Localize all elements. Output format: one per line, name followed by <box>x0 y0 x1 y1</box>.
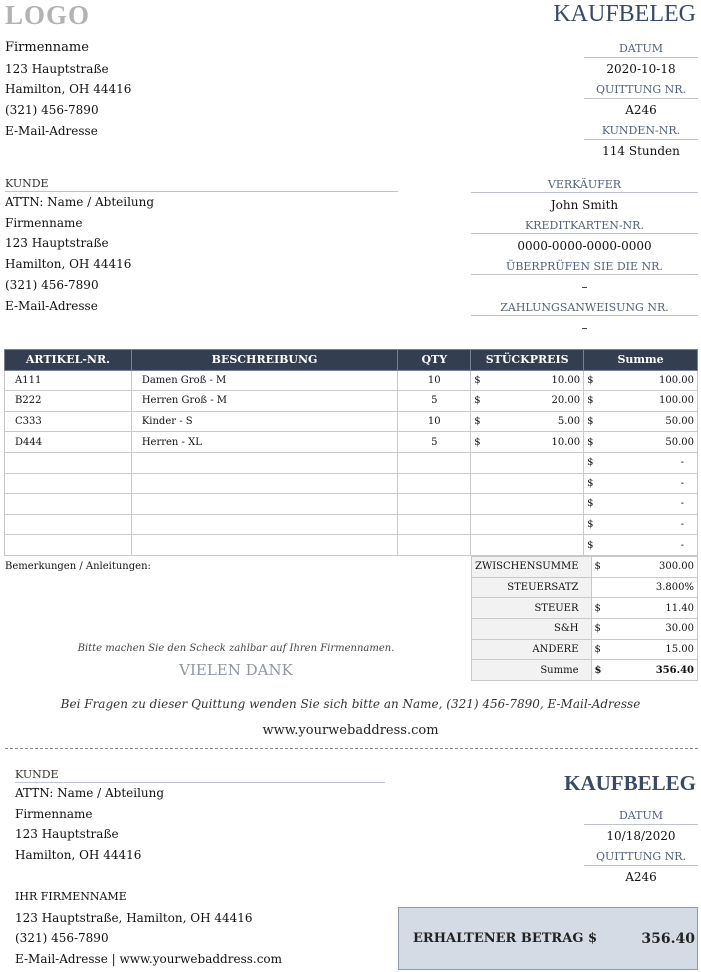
company-email: E-Mail-Adresse <box>5 123 98 138</box>
stub-company-phone: (321) 456-7890 <box>15 931 109 946</box>
currency-symbol: $ <box>587 395 594 407</box>
customer-street: 123 Hauptstraße <box>5 236 109 251</box>
cell-total <box>584 452 698 473</box>
cell-qty <box>398 514 471 535</box>
summary-value: 3.800% <box>610 577 697 598</box>
cell-qty <box>398 535 471 556</box>
stub-company-label: IHR FIRMENNAME <box>15 890 127 903</box>
summary-value: 11.40 <box>610 598 697 619</box>
currency-symbol: $ <box>474 374 481 386</box>
header-total: Summe <box>584 350 698 371</box>
customer-email: E-Mail-Adresse <box>5 298 98 313</box>
stub-company-contact: E-Mail-Adresse | www.yourwebaddress.com <box>15 952 283 967</box>
table-row <box>5 391 698 412</box>
stub-customer-name: Firmenname <box>15 806 93 821</box>
summary-row <box>472 598 698 619</box>
cell-total <box>584 473 698 494</box>
cut-line <box>5 748 698 749</box>
cell-total <box>584 535 698 556</box>
cell-item-number <box>5 494 132 515</box>
amount-received-label: ERHALTENER BETRAG $ <box>413 931 597 946</box>
header-item-number: ARTIKEL-NR. <box>5 350 132 371</box>
table-row <box>5 473 698 494</box>
summary-currency: $ <box>591 557 610 578</box>
table-header-row <box>5 350 698 371</box>
total-value: 100.00 <box>659 374 694 386</box>
table-row <box>5 494 698 515</box>
credit-card-label: KREDITKARTEN-NR. <box>471 217 698 234</box>
cell-total <box>584 514 698 535</box>
money-order-label: ZAHLUNGSANWEISUNG NR. <box>471 299 698 316</box>
stub-customer-city: Hamilton, OH 44416 <box>15 848 142 863</box>
currency-symbol: $ <box>587 416 594 428</box>
cell-description <box>131 452 398 473</box>
cell-total <box>584 494 698 515</box>
seller-label: VERKÄUFER <box>471 176 698 193</box>
total-value: - <box>680 498 684 510</box>
amount-received-box <box>398 907 698 970</box>
summary-label: STEUERSATZ <box>472 577 592 598</box>
date-value: 2020-10-18 <box>606 62 676 76</box>
unit-price-value: 20.00 <box>551 395 581 407</box>
check-number-value: – <box>581 280 588 294</box>
customer-number-label: KUNDEN-NR. <box>584 122 698 140</box>
payment-info <box>471 176 698 340</box>
notes-label: Bemerkungen / Anleitungen: <box>5 561 151 572</box>
cell-total <box>584 432 698 453</box>
table-row <box>5 452 698 473</box>
cell-qty <box>398 494 471 515</box>
total-value: - <box>680 539 684 551</box>
cell-unit-price <box>471 514 584 535</box>
unit-price-value: 10.00 <box>551 436 581 448</box>
company-info <box>5 38 131 142</box>
cell-item-number <box>5 535 132 556</box>
cell-qty: 5 <box>398 391 471 412</box>
customer-attn: ATTN: Name / Abteilung <box>5 195 155 209</box>
logo: LOGO <box>5 0 91 30</box>
table-row <box>5 432 698 453</box>
summary-currency: $ <box>591 598 610 619</box>
customer-name: Firmenname <box>5 215 83 230</box>
cell-item-number <box>5 452 132 473</box>
summary-row <box>472 660 698 681</box>
page-title: KAUFBELEG <box>553 1 696 27</box>
cell-qty: 5 <box>398 432 471 453</box>
summary-currency: $ <box>591 660 610 681</box>
website[interactable]: www.yourwebaddress.com <box>262 723 439 738</box>
table-row <box>5 370 698 391</box>
currency-symbol: $ <box>587 539 594 551</box>
credit-card-value: 0000-0000-0000-0000 <box>517 239 652 253</box>
receipt-meta <box>584 40 698 163</box>
currency-symbol: $ <box>587 498 594 510</box>
summary-value: 15.00 <box>610 639 697 660</box>
cell-description: Damen Groß - M <box>131 370 398 391</box>
currency-symbol: $ <box>587 436 594 448</box>
summary-currency: $ <box>591 639 610 660</box>
cell-description <box>131 535 398 556</box>
cell-item-number: A111 <box>5 370 132 391</box>
header-description: BESCHREIBUNG <box>131 350 398 371</box>
customer-city: Hamilton, OH 44416 <box>5 257 132 272</box>
cell-total <box>584 391 698 412</box>
table-row <box>5 535 698 556</box>
total-value: 50.00 <box>665 416 694 428</box>
customer-number-value: 114 Stunden <box>602 144 680 158</box>
cell-qty: 10 <box>398 411 471 432</box>
cell-item-number: B222 <box>5 391 132 412</box>
stub-company-address: 123 Hauptstraße, Hamilton, OH 44416 <box>15 910 253 925</box>
unit-price-value: 10.00 <box>551 374 581 386</box>
stub-company <box>15 887 385 970</box>
stub-date-label: DATUM <box>584 807 698 825</box>
unit-price-value: 5.00 <box>557 416 581 428</box>
cell-qty: 10 <box>398 370 471 391</box>
summary-value: 356.40 <box>610 660 697 681</box>
check-number-label: ÜBERPRÜFEN SIE DIE NR. <box>471 258 698 275</box>
total-value: - <box>680 477 684 489</box>
cell-total <box>584 370 698 391</box>
cell-description: Herren - XL <box>131 432 398 453</box>
total-value: 50.00 <box>665 436 694 448</box>
customer-label: KUNDE <box>5 176 398 192</box>
total-value: - <box>680 519 684 531</box>
summary-row <box>472 577 698 598</box>
currency-symbol: $ <box>587 477 594 489</box>
currency-symbol: $ <box>587 374 594 386</box>
table-row <box>5 411 698 432</box>
cell-total <box>584 411 698 432</box>
summary-row <box>472 619 698 640</box>
cell-unit-price <box>471 432 584 453</box>
company-city: Hamilton, OH 44416 <box>5 82 132 97</box>
amount-received-value: 356.40 <box>641 931 695 947</box>
cell-description: Kinder - S <box>131 411 398 432</box>
currency-symbol: $ <box>474 416 481 428</box>
summary-label: ZWISCHENSUMME <box>472 557 592 578</box>
currency-symbol: $ <box>587 519 594 531</box>
cell-description <box>131 473 398 494</box>
cell-unit-price <box>471 535 584 556</box>
money-order-value: – <box>581 321 588 335</box>
company-street: 123 Hauptstraße <box>5 61 109 76</box>
summary-label: Summe <box>472 660 592 681</box>
cell-qty <box>398 452 471 473</box>
cell-description <box>131 514 398 535</box>
summary-row <box>472 557 698 578</box>
stub-customer-label: KUNDE <box>15 767 385 783</box>
stub-customer-street: 123 Hauptstraße <box>15 827 119 842</box>
cell-description: Herren Groß - M <box>131 391 398 412</box>
stub-customer-attn: ATTN: Name / Abteilung <box>15 786 165 800</box>
summary-value: 30.00 <box>610 619 697 640</box>
items-table <box>4 349 698 556</box>
date-label: DATUM <box>584 40 698 58</box>
summary-label: STEUER <box>472 598 592 619</box>
stub-meta <box>584 807 698 889</box>
cell-qty <box>398 473 471 494</box>
cell-item-number: C333 <box>5 411 132 432</box>
cell-unit-price <box>471 452 584 473</box>
summary-table <box>471 556 698 681</box>
cell-description <box>131 494 398 515</box>
receipt-number-label: QUITTUNG NR. <box>584 81 698 99</box>
summary-label: S&H <box>472 619 592 640</box>
customer-block <box>5 176 398 316</box>
header-qty: QTY <box>398 350 471 371</box>
header-unit-price: STÜCKPREIS <box>471 350 584 371</box>
table-row <box>5 514 698 535</box>
cell-unit-price <box>471 473 584 494</box>
stub-receipt-value: A246 <box>625 870 657 884</box>
cell-unit-price <box>471 370 584 391</box>
stub-receipt-label: QUITTUNG NR. <box>584 848 698 866</box>
summary-label: ANDERE <box>472 639 592 660</box>
questions-note: Bei Fragen zu dieser Quittung wenden Sie sich bitte an Name, (321) 456-7890, E-Mail-Adresse <box>60 697 641 711</box>
check-note: Bitte machen Sie den Scheck zahlbar auf Ihren Firmennamen. <box>77 643 395 654</box>
total-value: 100.00 <box>659 395 694 407</box>
currency-symbol: $ <box>587 457 594 469</box>
cell-unit-price <box>471 411 584 432</box>
receipt-number-value: A246 <box>625 103 657 117</box>
seller-value: John Smith <box>550 198 619 212</box>
company-name: Firmenname <box>5 40 89 55</box>
stub-date-value: 10/18/2020 <box>606 829 676 843</box>
summary-row <box>472 639 698 660</box>
cell-unit-price <box>471 391 584 412</box>
summary-currency <box>591 577 610 598</box>
thank-you: VIELEN DANK <box>179 661 293 679</box>
company-phone: (321) 456-7890 <box>5 103 99 118</box>
summary-currency: $ <box>591 619 610 640</box>
cell-unit-price <box>471 494 584 515</box>
customer-phone: (321) 456-7890 <box>5 277 99 292</box>
cell-item-number: D444 <box>5 432 132 453</box>
stub-title: KAUFBELEG <box>564 771 696 795</box>
currency-symbol: $ <box>474 436 481 448</box>
summary-value: 300.00 <box>610 557 697 578</box>
cell-item-number <box>5 473 132 494</box>
stub-customer <box>15 767 385 866</box>
total-value: - <box>680 457 684 469</box>
cell-item-number <box>5 514 132 535</box>
currency-symbol: $ <box>474 395 481 407</box>
